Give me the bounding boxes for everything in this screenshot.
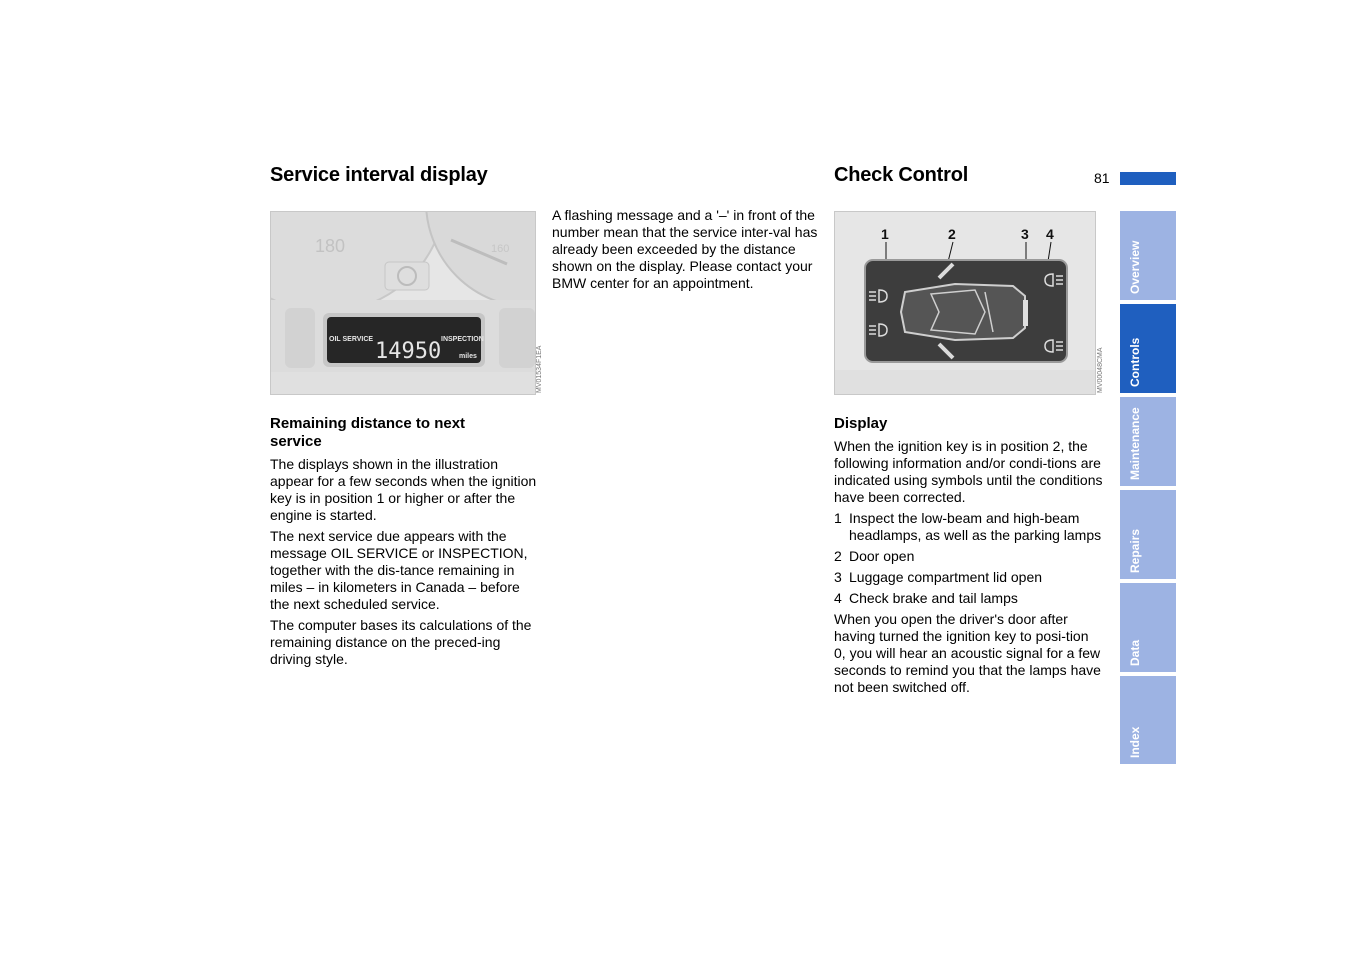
figure-code: MV00048CMA — [1097, 347, 1104, 393]
list-item — [834, 548, 1104, 565]
miles-label: miles — [459, 353, 477, 360]
distance-reading: 14950 — [375, 339, 442, 364]
dial-number: 180 — [315, 236, 346, 256]
paragraph: When the ignition key is in position 2, the following information and/or condi-tions are indicated using symbols until the conditions have been corrected. — [834, 438, 1103, 505]
item-text: Inspect the low-beam and high-beam headlamps, as well as the parking lamps — [849, 510, 1102, 543]
section-title-service-interval: Service interval display — [270, 164, 488, 186]
tab-repairs[interactable] — [1120, 490, 1176, 579]
figure-code: MV01534F1EA — [536, 345, 543, 393]
page-accent-bar — [1120, 172, 1176, 185]
inspection-label: INSPECTION — [441, 336, 484, 343]
callout-number: 2 — [948, 226, 956, 242]
tab-overview[interactable] — [1120, 211, 1176, 300]
tab-label: Repairs — [1128, 528, 1142, 573]
instrument-cluster-drawing — [271, 212, 535, 394]
item-text: Luggage compartment lid open — [849, 569, 1043, 585]
tab-maintenance[interactable] — [1120, 397, 1176, 486]
item-number: 1 — [834, 510, 842, 526]
check-control-illustration — [834, 211, 1096, 395]
item-number: 3 — [834, 569, 842, 585]
callout-number: 1 — [881, 226, 889, 242]
list-item — [834, 510, 1104, 544]
subtitle-display: Display — [834, 415, 888, 432]
callout-number: 4 — [1046, 226, 1054, 242]
tab-index[interactable] — [1120, 676, 1176, 764]
tab-label: Maintenance — [1128, 407, 1142, 480]
middle-text-column — [552, 207, 824, 292]
callout-number: 3 — [1021, 226, 1029, 242]
subtitle-remaining-distance: Remaining distance to next service — [270, 415, 466, 450]
item-text: Check brake and tail lamps — [849, 590, 1018, 606]
dial-number: 160 — [491, 243, 510, 255]
page-number: 81 — [1094, 170, 1110, 186]
oil-service-label: OIL SERVICE — [329, 336, 374, 343]
tab-data[interactable] — [1120, 583, 1176, 672]
tab-label: Index — [1128, 726, 1142, 758]
service-interval-illustration — [270, 211, 536, 395]
tab-label: Data — [1128, 639, 1142, 666]
list-item — [834, 569, 1104, 586]
item-text: Door open — [849, 548, 915, 564]
item-number: 4 — [834, 590, 842, 606]
right-text-column — [834, 438, 1104, 696]
paragraph: The computer bases its calculations of the remaining distance on the preced-ing driving style. — [270, 617, 532, 667]
paragraph: The displays shown in the illustration appear for a few seconds when the ignition key is in position 1 or higher or after the engine is started. — [270, 456, 537, 523]
tab-label: Controls — [1128, 337, 1142, 387]
list-item — [834, 590, 1104, 607]
item-number: 2 — [834, 548, 842, 564]
check-control-drawing — [835, 212, 1095, 394]
paragraph: The next service due appears with the message OIL SERVICE or INSPECTION, together with the dis-tance remaining in miles – in kilometers in Canada – before the next scheduled service. — [270, 528, 528, 612]
paragraph: A flashing message and a '–' in front of the number mean that the service inter-val has already been exceeded by the distance shown on the display. Please contact your BMW center for an appointment. — [552, 207, 818, 291]
section-title-check-control: Check Control — [834, 164, 969, 186]
tab-label: Overview — [1128, 240, 1142, 294]
indicator-list — [834, 510, 1104, 607]
tab-controls[interactable] — [1120, 304, 1176, 393]
paragraph: When you open the driver's door after having turned the ignition key to posi-tion 0, you will hear an acoustic signal for a few seconds to remind you that the lamps have not been switched off. — [834, 611, 1101, 695]
left-text-column — [270, 456, 540, 668]
